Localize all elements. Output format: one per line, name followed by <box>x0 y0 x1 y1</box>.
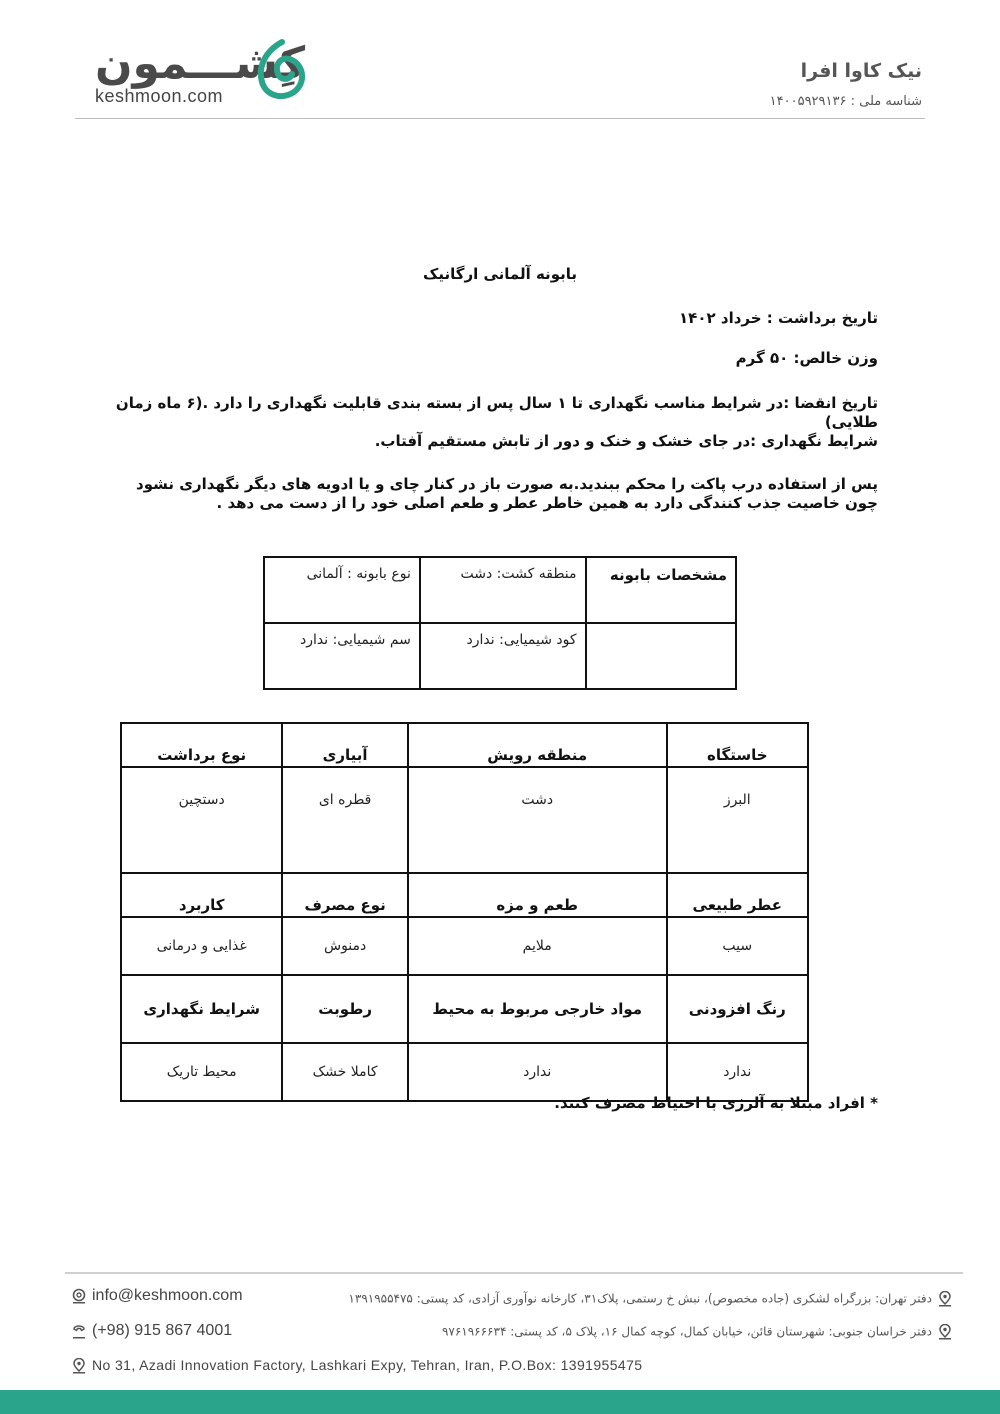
prop-value: دشت <box>408 767 667 873</box>
office-khorasan-text: دفتر خراسان جنوبی: شهرستان قائن، خیابان کمال، کوچه کمال ۱۶، پلاک ۵، کد پستی: ۹۷۶۱۹۶۶۶۳۴ <box>441 1324 932 1339</box>
prop-header: رنگ افزودنی <box>667 975 808 1043</box>
spec-cell: سم شیمیایی: ندارد <box>264 623 420 689</box>
net-weight: وزن خالص: ۵۰ گرم <box>735 349 878 367</box>
national-id: شناسه ملی : ۱۴۰۰۵۹۲۹۱۳۶ <box>769 94 922 109</box>
footer-email[interactable] <box>66 1287 243 1305</box>
prop-header: مواد خارجی مربوط به محیط <box>408 975 667 1043</box>
storage-text: شرایط نگهداری :در جای خشک و خنک و دور از تابش مستقیم آفتاب. <box>374 432 878 450</box>
phone-text: (+98) 915 867 4001 <box>92 1322 233 1339</box>
footer-divider <box>65 1272 963 1274</box>
expiry-and-storage <box>113 394 878 451</box>
prop-header: خاستگاه <box>667 723 808 767</box>
footer-office-tehran <box>348 1291 958 1307</box>
spec-table-header: مشخصات بابونه <box>586 557 736 623</box>
prop-header: آبیاری <box>282 723 408 767</box>
prop-value: دمنوش <box>282 917 408 975</box>
logo-icon <box>252 38 310 104</box>
prop-value: دستچین <box>121 767 282 873</box>
prop-header: عطر طبیعی <box>667 873 808 917</box>
footer-brand-bar <box>0 1390 1000 1414</box>
logo-wordmark: کِشـــمون <box>95 38 306 89</box>
prop-header: نوع مصرف <box>282 873 408 917</box>
prop-value: ملایم <box>408 917 667 975</box>
footer-office-khorasan <box>442 1324 958 1340</box>
logo-url: keshmoon.com <box>95 86 224 106</box>
prop-header: نوع برداشت <box>121 723 282 767</box>
email-text: info@keshmoon.com <box>92 1287 243 1304</box>
allergy-note: * افراد مبتلا به آلرژی با احتیاط مصرف کنند. <box>554 1094 878 1112</box>
document-title: بابونه آلمانی ارگانیک <box>423 265 577 283</box>
prop-header: منطقه رویش <box>408 723 667 767</box>
prop-header: رطوبت <box>282 975 408 1043</box>
address-en-text: No 31, Azadi Innovation Factory, Lashkari Expy, Tehran, Iran, P.O.Box: 1391955475 <box>92 1357 643 1373</box>
spec-cell-empty <box>586 623 736 689</box>
phone-icon <box>72 1323 86 1339</box>
prop-header: شرایط نگهداری <box>121 975 282 1043</box>
spec-table <box>263 556 737 690</box>
location-pin-icon <box>938 1324 952 1340</box>
spec-cell: نوع بابونه : آلمانی <box>264 557 420 623</box>
prop-value: کاملا خشک <box>282 1043 408 1101</box>
header-divider <box>75 118 925 119</box>
prop-header: طعم و مزه <box>408 873 667 917</box>
harvest-date: تاریخ برداشت : خرداد ۱۴۰۲ <box>679 309 878 327</box>
footer-phone[interactable] <box>66 1322 232 1340</box>
prop-value: قطره ای <box>282 767 408 873</box>
prop-header: کاربرد <box>121 873 282 917</box>
prop-value: غذایی و درمانی <box>121 917 282 975</box>
prop-value: محیط تاریک <box>121 1043 282 1101</box>
prop-value: سیب <box>667 917 808 975</box>
office-tehran-text: دفتر تهران: بزرگراه لشکری (جاده مخصوص)، نبش خ رستمی، پلاک۳۱، کارخانه نوآوری آزادی، کد پستی: ۱۳۹۱۹۵۵۴۷۵ <box>348 1291 932 1306</box>
spec-cell: کود شیمیایی: ندارد <box>420 623 586 689</box>
prop-value: البرز <box>667 767 808 873</box>
prop-value: ندارد <box>667 1043 808 1101</box>
footer-address-en <box>66 1357 642 1374</box>
location-pin-icon <box>938 1291 952 1307</box>
properties-table <box>120 722 809 1102</box>
usage-note: پس از استفاده درب پاکت را محکم ببندید.به صورت باز در کنار چای و یا ادویه های دیگر نگهداری نشود چون خاصیت جذب کنندگی دارد به همین خاطر عطر و طعم اصلی خود را از دست می دهد . <box>136 475 878 512</box>
spec-cell: منطقه کشت: دشت <box>420 557 586 623</box>
company-name: نیک کاوا افرا <box>800 60 922 82</box>
expiry-text: تاریخ انقضا :در شرایط مناسب نگهداری تا ۱ سال پس از بسته بندی قابلیت نگهداری را دارد .(۶ ماه زمان طلایی) <box>115 394 878 431</box>
location-pin-icon <box>72 1358 86 1374</box>
prop-value: ندارد <box>408 1043 667 1101</box>
at-icon <box>72 1288 86 1304</box>
